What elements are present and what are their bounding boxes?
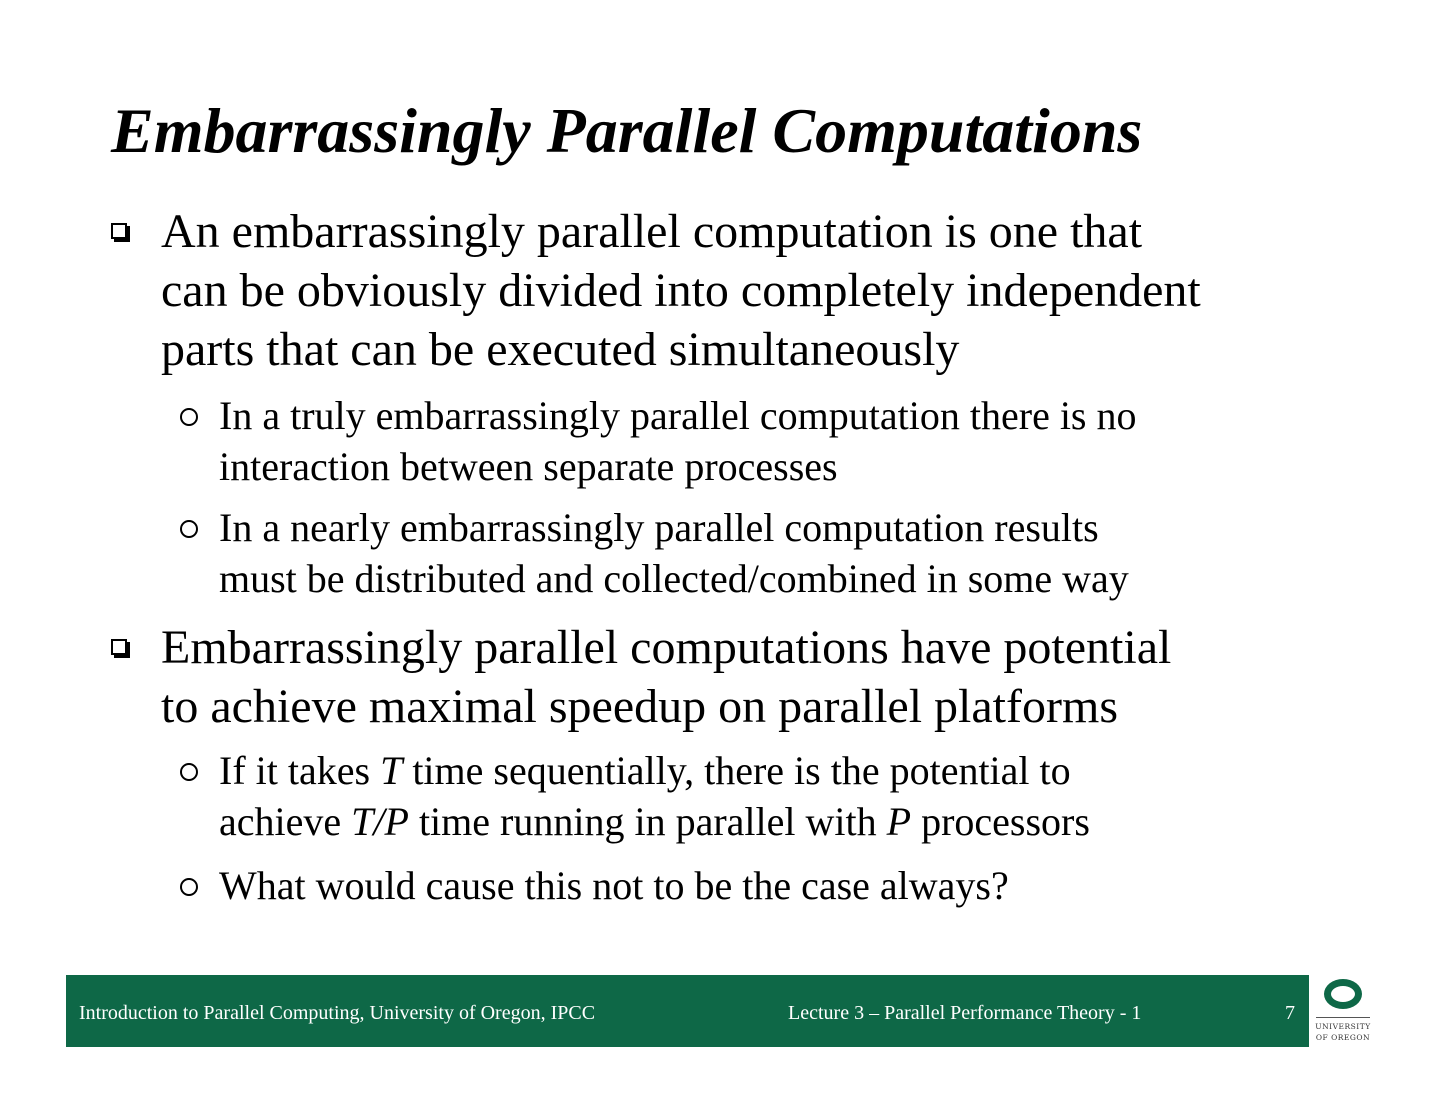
bullet-1: [111, 202, 1201, 379]
subbullet-1-2: [180, 502, 1129, 604]
footer-page-number: 7: [1285, 1002, 1295, 1024]
slide-footer: [66, 975, 1309, 1047]
footer-lecture: Lecture 3 – Parallel Performance Theory - 1: [788, 1002, 1142, 1024]
subbullet-1-2-line-1: In a nearly embarrassingly parallel computation results: [219, 505, 1099, 550]
subbullet-1-1-line-2: interaction between separate processes: [219, 444, 838, 489]
subbullet-2-1-line-1: If it takes T time sequentially, there is the potential to: [219, 748, 1071, 793]
italic-variable: T: [380, 748, 403, 793]
subbullet-1-2-line-2: must be distributed and collected/combined in some way: [219, 556, 1129, 601]
footer-course: Introduction to Parallel Computing, University of Oregon, IPCC: [79, 1002, 596, 1024]
university-of-oregon-logo: [1312, 975, 1374, 1047]
square-bullet-icon: [111, 639, 127, 655]
subbullet-2-1-line-2: achieve T/P time running in parallel with P processors: [219, 799, 1090, 844]
italic-variable: P: [886, 799, 912, 844]
oregon-o-icon: [1324, 979, 1362, 1009]
bullet-1-line-2: can be obviously divided into completely independent: [161, 264, 1201, 317]
logo-line-2: OF OREGON: [1315, 1033, 1371, 1042]
italic-variable: T/P: [351, 799, 409, 844]
logo-divider: [1316, 1017, 1370, 1018]
circle-bullet-icon: [180, 763, 198, 781]
circle-bullet-icon: [180, 878, 198, 896]
subbullet-2-2: [180, 860, 1009, 911]
bullet-2-line-2: to achieve maximal speedup on parallel platforms: [161, 680, 1118, 733]
square-bullet-icon: [111, 223, 127, 239]
circle-bullet-icon: [180, 520, 198, 538]
subbullet-1-1: [180, 390, 1137, 492]
subbullet-2-2-line-1: What would cause this not to be the case always?: [219, 863, 1009, 908]
circle-bullet-icon: [180, 408, 198, 426]
bullet-1-line-1: An embarrassingly parallel computation is one that: [161, 205, 1143, 258]
bullet-2: [111, 618, 1171, 736]
slide-title: Embarrassingly Parallel Computations: [111, 95, 1143, 166]
bullet-1-line-3: parts that can be executed simultaneously: [161, 323, 960, 376]
logo-line-1: UNIVERSITY: [1315, 1022, 1371, 1031]
bullet-2-line-1: Embarrassingly parallel computations have potential: [161, 621, 1172, 674]
subbullet-2-1: [180, 745, 1090, 847]
subbullet-1-1-line-1: In a truly embarrassingly parallel computation there is no: [219, 393, 1137, 438]
